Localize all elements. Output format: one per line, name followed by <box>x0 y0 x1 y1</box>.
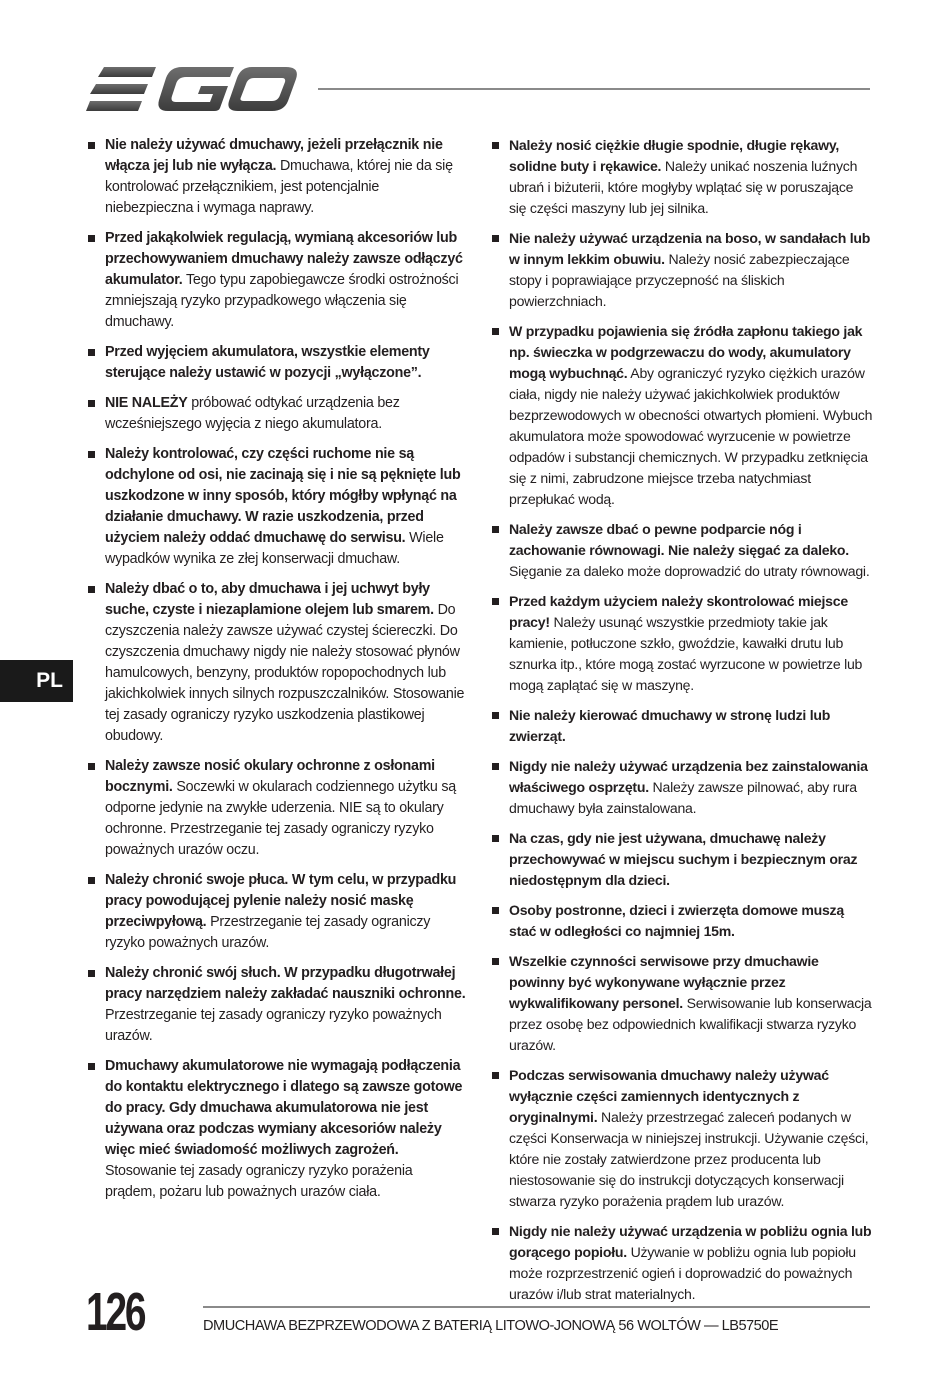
square-bullet-icon <box>492 598 499 605</box>
safety-item-heading: Przed każdym użyciem należy skontrolować miejsce pracy! <box>509 593 848 630</box>
safety-item-heading: Należy chronić swój słuch. W przypadku długotrwałej pracy narzędziem należy zakładać nauszniki ochronne. <box>105 965 466 1002</box>
safety-item <box>490 951 874 1056</box>
safety-item-heading: Podczas serwisowania dmuchawy należy używać wyłącznie części zamiennych identycznych z oryginalnymi. <box>509 1067 829 1125</box>
square-bullet-icon <box>88 142 95 149</box>
square-bullet-icon <box>492 142 499 149</box>
safety-item-heading: Nie należy kierować dmuchawy w stronę ludzi lub zwierząt. <box>509 707 831 744</box>
square-bullet-icon <box>88 400 95 407</box>
safety-item <box>490 705 874 747</box>
safety-item <box>86 756 466 861</box>
safety-item-heading: Należy zawsze nosić okulary ochronne z osłonami bocznymi. <box>105 758 435 795</box>
safety-item-text: Należy usunąć wszystkie przedmioty takie jak kamienie, potłuczone szkło, gwoździe, kawałki drutu lub sznurka itp., które mogą zostać wyrzucone w powietrze lub mogą zaplątać się w maszynę. <box>509 614 863 693</box>
safety-item-heading: Należy zawsze dbać o pewne podparcie nóg i zachowanie równowagi. Nie należy sięgać za daleko. <box>509 521 849 558</box>
square-bullet-icon <box>88 877 95 884</box>
square-bullet-icon <box>492 763 499 770</box>
safety-item-heading: Należy kontrolować, czy części ruchome nie są odchylone od osi, nie zacinają się i nie są pęknięte lub uszkodzone w inny sposób, który mógłby wpłynąć na działanie dmuchawy. W razie uszkodzenia, przed użyciem należy oddać dmuchawę do serwisu. <box>105 446 461 546</box>
safety-item-text: Należy przestrzegać zaleceń podanych w części Konserwacja w niniejszej instrukcji. Używanie części, które nie zostały zatwierdzone przez producenta lub niestosowanie się do instrukcji dotyczących konserwacji stwarza ryzyko porażenia prądem lub urazów. <box>509 1109 869 1209</box>
safety-item <box>86 393 466 435</box>
safety-item <box>86 444 466 570</box>
ego-logo <box>86 66 298 112</box>
safety-item-heading: Należy chronić swoje płuca. W tym celu, w przypadku pracy powodującej pylenie należy nosić maskę przeciwpyłową. <box>105 872 457 930</box>
safety-item-text: Sięganie za daleko może doprowadzić do utraty równowagi. <box>509 563 870 579</box>
square-bullet-icon <box>492 526 499 533</box>
square-bullet-icon <box>492 835 499 842</box>
safety-item <box>490 321 874 510</box>
safety-item <box>86 342 466 384</box>
safety-item-text: Przestrzeganie tej zasady ograniczy ryzyko poważnych urazów. <box>105 914 431 951</box>
square-bullet-icon <box>88 586 95 593</box>
left-column <box>86 135 466 1212</box>
safety-item-heading: Nigdy nie należy używać urządzenia w pobliżu ognia lub gorącego popiołu. <box>509 1223 872 1260</box>
square-bullet-icon <box>492 328 499 335</box>
square-bullet-icon <box>88 1063 95 1070</box>
footer-rule <box>203 1306 870 1308</box>
square-bullet-icon <box>88 235 95 242</box>
safety-item-text: Używanie w pobliżu ognia lub popiołu może rozprzestrzenić ogień i doprowadzić do poważnych urazów i/lub strat materialnych. <box>509 1244 856 1302</box>
safety-item-text: próbować odtykać urządzenia bez wcześniejszego wyjęcia z niego akumulatora. <box>105 395 400 432</box>
right-safety-list <box>490 135 874 1305</box>
square-bullet-icon <box>88 970 95 977</box>
safety-item-text: Soczewki w okularach codziennego użytku są odporne jedynie na zwykłe uderzenia. NIE są to okulary ochronne. Przestrzeganie tej zasady ograniczy ryzyko poważnych urazów oczu. <box>105 779 456 858</box>
safety-item-text: Wiele wypadków wynika ze złej konserwacji dmuchaw. <box>105 530 444 567</box>
square-bullet-icon <box>492 1072 499 1079</box>
safety-item <box>490 135 874 219</box>
safety-item <box>86 1056 466 1203</box>
safety-item <box>86 579 466 747</box>
safety-item-heading: Nie należy używać dmuchawy, jeżeli przełącznik nie włącza jej lub nie wyłącza. <box>105 137 443 174</box>
safety-item <box>490 1221 874 1305</box>
safety-item <box>86 963 466 1047</box>
safety-item-heading: Dmuchawy akumulatorowe nie wymagają podłączenia do kontaktu elektrycznego i dlatego są zawsze gotowe do pracy. Gdy dmuchawa akumulatorowa nie jest używana oraz podczas wymiany akcesoriów należy więc mieć świadomość możliwych zagrożeń. <box>105 1058 463 1158</box>
safety-item-text: Do czyszczenia należy zawsze używać czystej ściereczki. Do czyszczenia dmuchawy nigdy nie należy stosować płynów hamulcowych, benzyny, produktów ropopochodnych lub jakichkolwiek innych silnych rozpuszczalników. Stosowanie tej zasady ograniczy ryzyko uszkodzenia plastikowej obudowy. <box>105 602 465 744</box>
safety-item-text: Tego typu zapobiegawcze środki ostrożności zmniejszają ryzyko przypadkowego włączenia się dmuchawy. <box>105 272 459 330</box>
safety-item <box>490 756 874 819</box>
square-bullet-icon <box>492 1228 499 1235</box>
safety-item-heading: Przed wyjęciem akumulatora, wszystkie elementy sterujące należy ustawić w pozycji „wyłączone”. <box>105 344 430 381</box>
safety-item-heading: Nie należy używać urządzenia na boso, w sandałach lub w innym lekkim obuwiu. <box>509 230 871 267</box>
language-tab: PL <box>0 660 73 702</box>
right-column <box>490 135 874 1314</box>
safety-item <box>86 870 466 954</box>
square-bullet-icon <box>88 763 95 770</box>
safety-item-text: Dmuchawa, której nie da się kontrolować przełącznikiem, jest potencjalnie niebezpieczna i wymaga naprawy. <box>105 158 453 216</box>
safety-item-heading: Wszelkie czynności serwisowe przy dmuchawie powinny być wykonywane wyłącznie przez wykwalifikowany personel. <box>509 953 819 1011</box>
safety-item <box>490 828 874 891</box>
safety-item-heading: W przypadku pojawienia się źródła zapłonu takiego jak np. świeczka w podgrzewaczu do wody, akumulatory mogą wybuchnąć. <box>509 323 863 381</box>
safety-item-heading: Nigdy nie należy używać urządzenia bez zainstalowania właściwego osprzętu. <box>509 758 868 795</box>
page-number: 126 <box>86 1282 145 1342</box>
square-bullet-icon <box>88 349 95 356</box>
safety-item <box>490 519 874 582</box>
safety-item-text: Aby ograniczyć ryzyko ciężkich urazów ciała, nigdy nie należy używać jakichkolwiek produktów bezprzewodowych w obecności otwartych płomieni. Wybuch akumulatora może spowodować wyrzucenie w powietrze odpadów i substancji chemicznych. W przypadku zetknięcia się z nimi, zabrudzone miejsce trzeba natychmiast przepłukać wodą. <box>509 365 873 507</box>
header-rule <box>318 88 870 90</box>
safety-item-text: Należy zawsze pilnować, aby rura dmuchawy była zainstalowana. <box>509 779 857 816</box>
left-safety-list <box>86 135 466 1203</box>
square-bullet-icon <box>88 451 95 458</box>
safety-item-heading: Przed jakąkolwiek regulacją, wymianą akcesoriów lub przechowywaniem dmuchawy należy zawsze odłączyć akumulator. <box>105 230 463 288</box>
square-bullet-icon <box>492 235 499 242</box>
safety-item <box>490 591 874 696</box>
safety-item-text: Należy nosić zabezpieczające stopy i poprawiające przyczepność na śliskich powierzchniach. <box>509 251 850 309</box>
square-bullet-icon <box>492 958 499 965</box>
square-bullet-icon <box>492 712 499 719</box>
safety-item-heading: Na czas, gdy nie jest używana, dmuchawę należy przechowywać w miejscu suchym i bezpiecznym oraz niedostępnym dla dzieci. <box>509 830 858 888</box>
footer-title: DMUCHAWA BEZPRZEWODOWA Z BATERIĄ LITOWO-JONOWĄ 56 WOLTÓW — LB5750E <box>203 1318 779 1334</box>
safety-item <box>490 228 874 312</box>
safety-item-heading: Należy dbać o to, aby dmuchawa i jej uchwyt były suche, czyste i niezaplamione olejem lub smarem. <box>105 581 434 618</box>
safety-item <box>86 135 466 219</box>
safety-item-heading: NIE NALEŻY <box>105 395 188 411</box>
safety-item-text: Stosowanie tej zasady ograniczy ryzyko porażenia prądem, pożaru lub poważnych urazów ciała. <box>105 1163 413 1200</box>
safety-item-heading: Należy nosić ciężkie długie spodnie, długie rękawy, solidne buty i rękawice. <box>509 137 840 174</box>
safety-item <box>490 900 874 942</box>
safety-item <box>86 228 466 333</box>
square-bullet-icon <box>492 907 499 914</box>
safety-item-text: Przestrzeganie tej zasady ograniczy ryzyko poważnych urazów. <box>105 1007 442 1044</box>
safety-item-heading: Osoby postronne, dzieci i zwierzęta domowe muszą stać w odległości co najmniej 15m. <box>509 902 844 939</box>
safety-item-text: Należy unikać noszenia luźnych ubrań i biżuterii, które mogłyby wplątać się w poruszające się części maszyny lub jej silnika. <box>509 158 858 216</box>
safety-item-text: Serwisowanie lub konserwacja przez osobę bez odpowiednich kwalifikacji stwarza ryzyko urazów. <box>509 995 872 1053</box>
safety-item <box>490 1065 874 1212</box>
